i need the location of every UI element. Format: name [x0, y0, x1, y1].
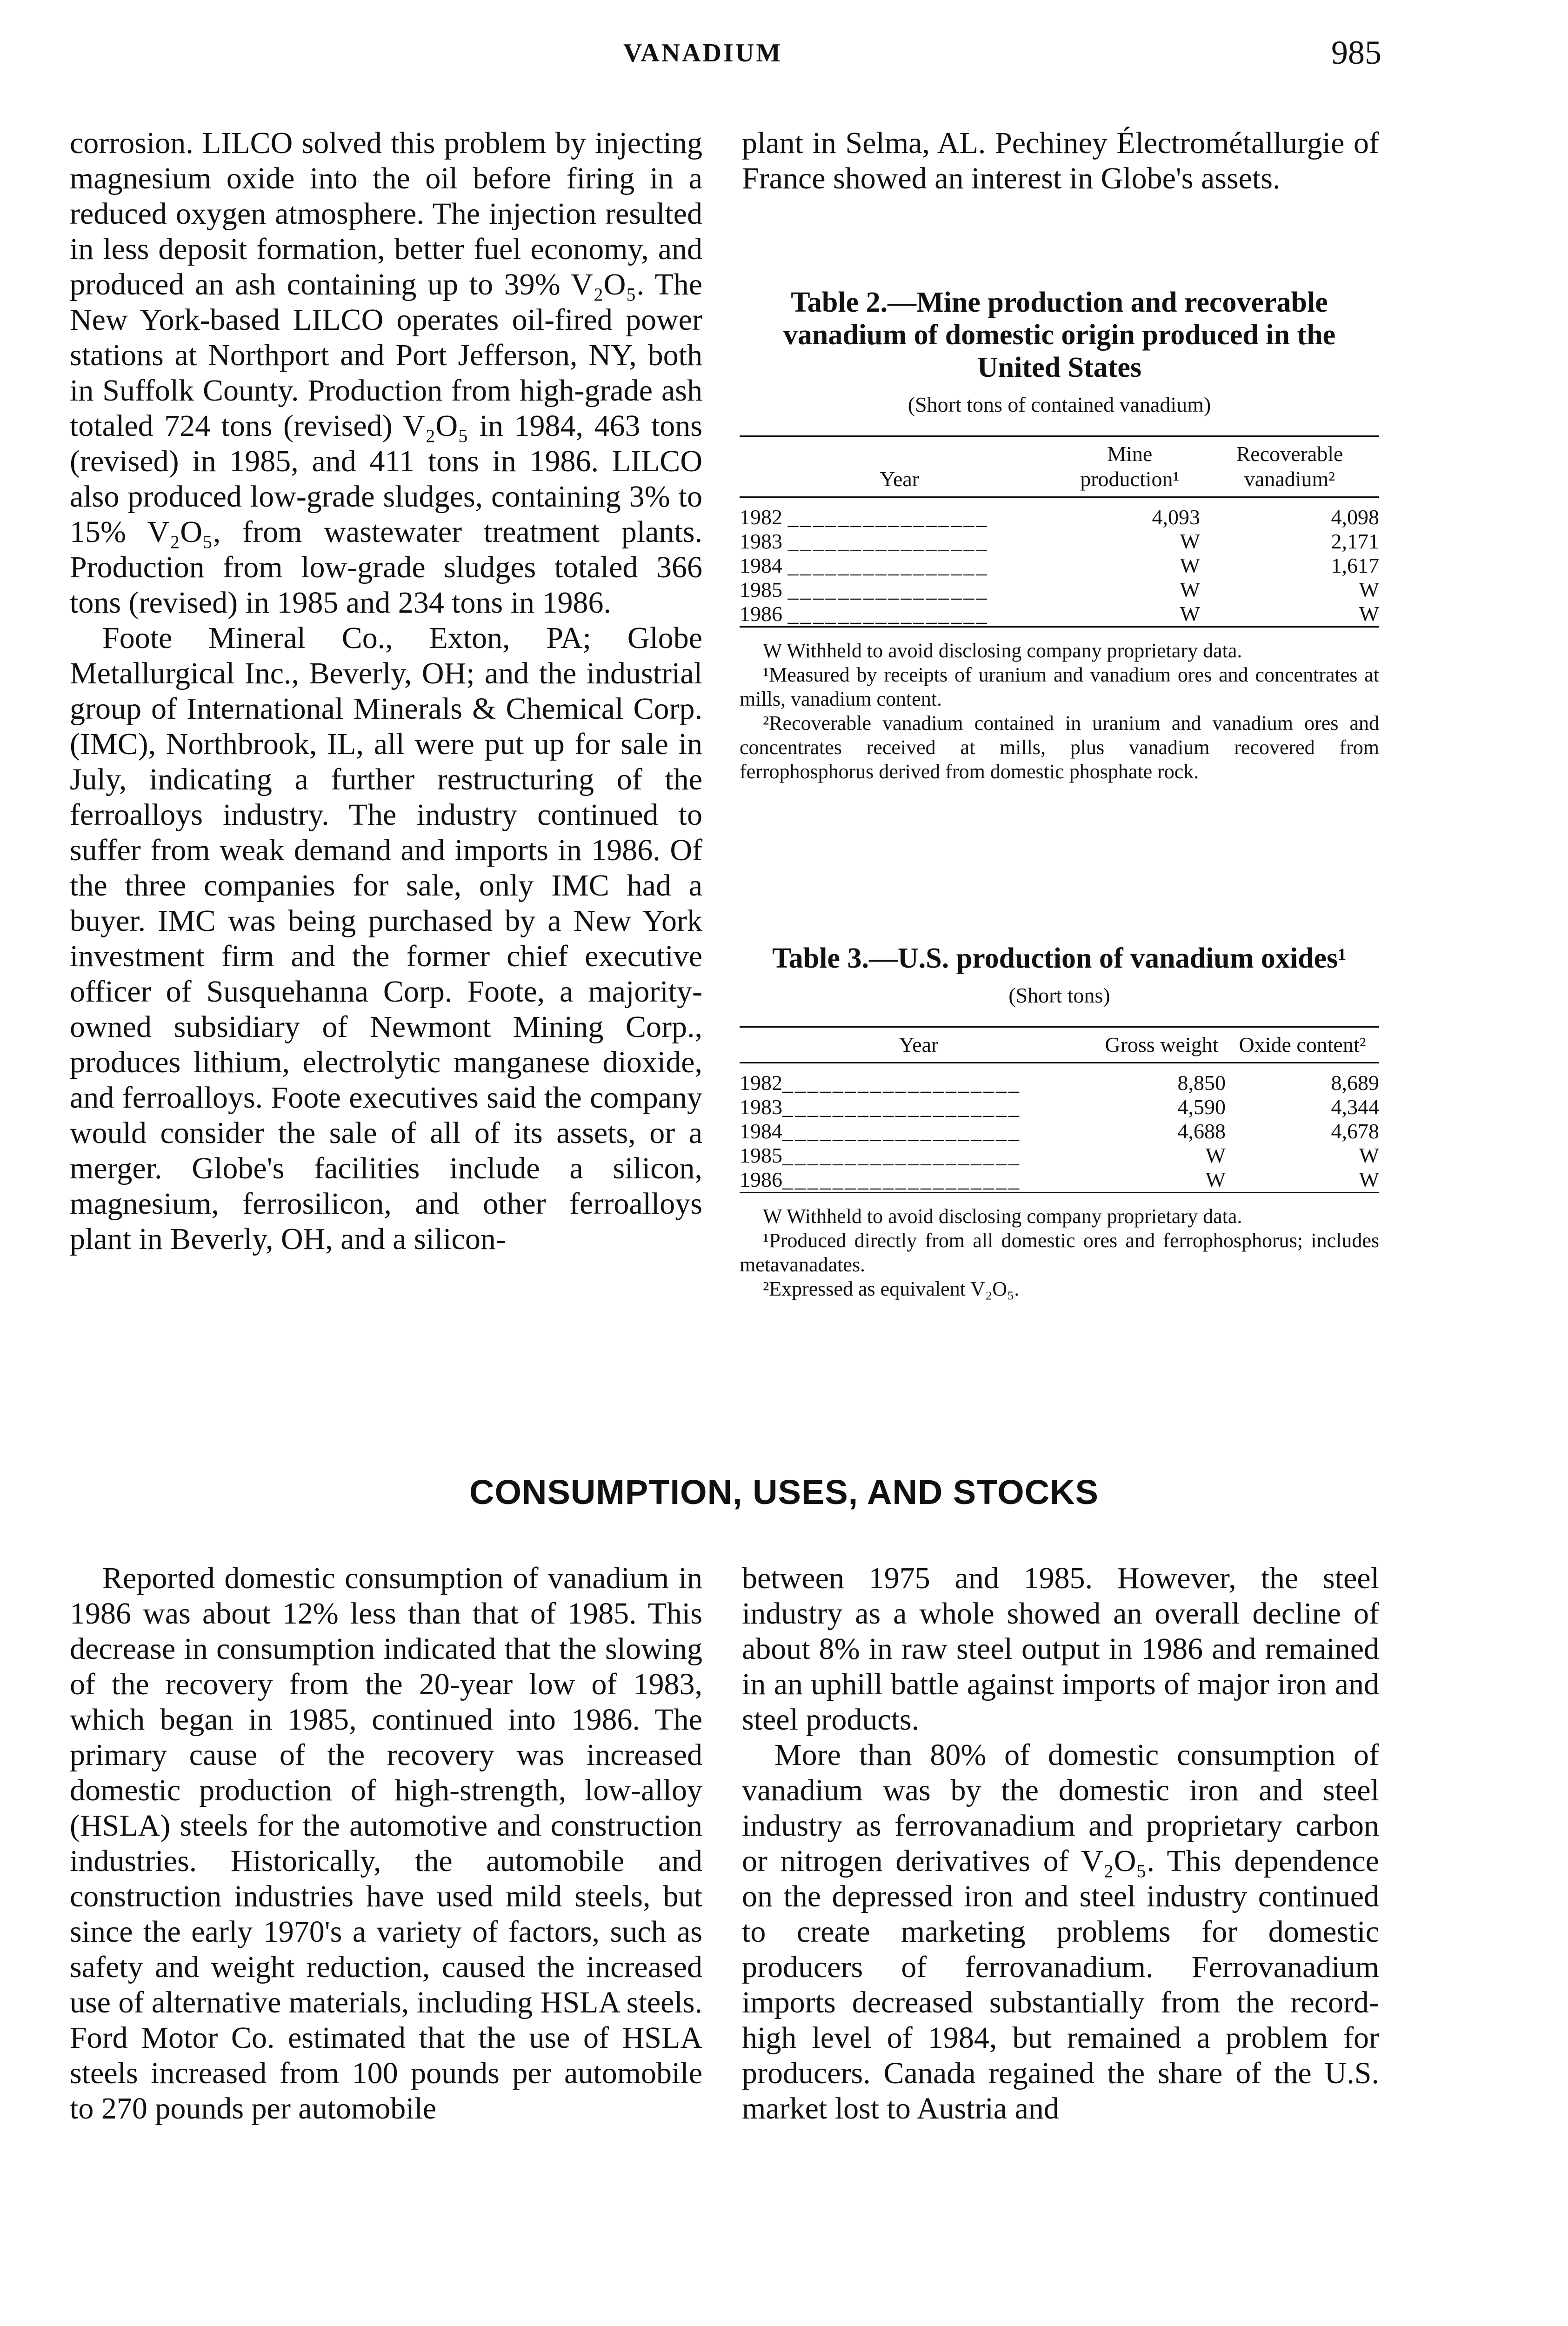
- column-header-gross-weight: Gross weight: [1105, 1033, 1219, 1056]
- running-header-title: VANADIUM: [623, 39, 783, 67]
- paragraph: corrosion. LILCO solved this problem by injecting magnesium oxide into the oil before firing in a reduced oxygen atmosphere. The injection resulted in less deposit formation, better fuel economy, and produced an ash containing up to 39% V₂O₅. The New York-based LILCO operates oil-fired power stations at Northport and Port Jefferson, NY, both in Suffolk County. Production from high-grade ash totaled 724 tons (revised) V₂O₅ in 1984, 463 tons (revised) in 1985, and 411 tons in 1986. LILCO also produced low-grade sludges, containing 3% to 15% V₂O₅, from wastewater treatment plants. Production from low-grade sludges totaled 366 tons (revised) in 1985 and 234 tons in 1986.: [70, 126, 702, 620]
- oxide-cell: W: [1359, 1143, 1379, 1167]
- table-3-title: Table 3.—U.S. production of vanadium oxides¹: [772, 942, 1347, 974]
- table-2-subtitle: (Short tons of contained vanadium): [907, 393, 1211, 416]
- table-3: [740, 942, 1379, 1301]
- table-note: W Withheld to avoid disclosing company proprietary data.: [763, 639, 1242, 662]
- year-cell: 1984: [740, 1119, 782, 1143]
- mine-cell: W: [1180, 529, 1200, 553]
- paragraph: Foote Mineral Co., Exton, PA; Globe Metallurgical Inc., Beverly, OH; and the industrial group of International Minerals & Chemical Corp. (IMC), Northbrook, IL, all were put up for sale in July, indicating a further restructuring of the ferroalloys industry. The industry continued to suffer from weak demand and imports in 1986. Of the three companies for sale, only IMC had a buyer. IMC was being purchased by a New York investment firm and the former chief executive officer of Susquehanna Corp. Foote, a majority-owned subsidiary of Newmont Mining Corp., produces lithium, electrolytic manganese dioxide, and ferroalloys. Foote executives said the company would consider the sale of all of its assets, or a merger. Globe's facilities include a silicon, magnesium, ferrosilicon, and other ferroalloys plant in Beverly, OH, and a silicon-: [70, 621, 702, 1256]
- year-cell: 1984: [740, 554, 782, 577]
- page-number: 985: [1331, 34, 1381, 71]
- recoverable-cell: 1,617: [1331, 554, 1379, 577]
- right-column-top: [742, 126, 1379, 196]
- column-header-oxide-content: Oxide content²: [1239, 1033, 1366, 1056]
- gross-cell: 4,590: [1177, 1095, 1226, 1119]
- year-cell: 1983: [740, 1095, 782, 1119]
- year-cell: 1986: [740, 602, 782, 626]
- mine-cell: W: [1180, 554, 1200, 577]
- table-row: 1984 ________________ W 1,617: [740, 554, 1379, 577]
- table-row: 1986___________________ W W: [740, 1168, 1379, 1193]
- table-note: ¹Produced directly from all domestic ores and ferrophosphorus; includes metavanadates.: [740, 1229, 1379, 1276]
- paragraph: Reported domestic consumption of vanadium in 1986 was about 12% less than that of 1985. This decrease in consumption indicated that the slowing of the recovery from the 20-year low of 1983, which began in 1985, continued into 1986. The primary cause of the recovery was increased domestic production of high-strength, low-alloy (HSLA) steels for the automotive and construction industries. Historically, the automobile and construction industries have used mild steels, but since the early 1970's a variety of factors, such as safety and weight reduction, caused the increased use of alternative materials, including HSLA steels. Ford Motor Co. estimated that the use of HSLA steels increased from 100 pounds per automobile to 270 pounds per automobile: [70, 1561, 702, 2125]
- recoverable-cell: W: [1359, 578, 1379, 602]
- table-row: [740, 497, 1379, 506]
- table-note: W Withheld to avoid disclosing company proprietary data.: [763, 1205, 1242, 1228]
- column-header-recoverable-vanadium: Recoverable vanadium²: [1236, 442, 1343, 491]
- table-2-notes: [740, 639, 1379, 784]
- table-note: ¹Measured by receipts of uranium and vanadium ores and concentrates at mills, vanadium content.: [740, 663, 1379, 710]
- right-column-bottom: [742, 1561, 1379, 2126]
- year-cell: 1985: [740, 1143, 782, 1167]
- table-row: 1985___________________ W W: [740, 1143, 1379, 1167]
- paragraph: plant in Selma, AL. Pechiney Électrométallurgie of France showed an interest in Globe's assets.: [742, 126, 1379, 195]
- table-row: 1983 ________________ W 2,171: [740, 529, 1379, 553]
- recoverable-cell: 4,098: [1331, 505, 1379, 529]
- table-row: 1983___________________ 4,590 4,344: [740, 1095, 1379, 1119]
- table-note: ²Recoverable vanadium contained in uranium and vanadium ores and concentrates received at mills, plus vanadium recovered from ferrophosphorus derived from domestic phosphate rock.: [740, 712, 1379, 783]
- table-note: ²Expressed as equivalent V₂O₅.: [763, 1277, 1020, 1300]
- table-3-subtitle: (Short tons): [1008, 983, 1110, 1007]
- table-bottom-rule: [740, 627, 1379, 639]
- table-2-grid: [740, 435, 1379, 639]
- left-column-top: [70, 126, 702, 1257]
- paragraph: More than 80% of domestic consumption of vanadium was by the domestic iron and steel industry as ferrovanadium and proprietary carbon or nitrogen derivatives of V₂O₅. This dependence on the depressed iron and steel industry continued to create marketing problems for domestic producers of ferrovanadium. Ferrovanadium imports decreased substantially from the record-high level of 1984, but remained a problem for producers. Canada regained the share of the U.S. market lost to Austria and: [742, 1738, 1379, 2125]
- year-cell: 1982: [740, 1071, 782, 1095]
- recoverable-cell: 2,171: [1331, 529, 1379, 553]
- gross-cell: 8,850: [1177, 1071, 1226, 1095]
- recoverable-cell: W: [1359, 602, 1379, 626]
- oxide-cell: W: [1359, 1168, 1379, 1191]
- table-header-row: [740, 1027, 1379, 1063]
- column-header-year: Year: [880, 467, 920, 491]
- year-cell: 1983: [740, 529, 782, 553]
- oxide-cell: 4,678: [1331, 1119, 1379, 1143]
- table-row: 1982___________________ 8,850 8,689: [740, 1071, 1379, 1095]
- year-cell: 1986: [740, 1168, 782, 1191]
- table-row: 1985 ________________ W W: [740, 578, 1379, 602]
- column-header-year: Year: [899, 1033, 939, 1056]
- paragraph: between 1975 and 1985. However, the steel industry as a whole showed an overall decline of about 8% in raw steel output in 1986 and remained in an uphill battle against imports of major iron and steel products.: [742, 1561, 1379, 1737]
- left-column-bottom: [70, 1561, 702, 2126]
- table-bottom-rule: [740, 1193, 1379, 1205]
- mine-cell: W: [1180, 578, 1200, 602]
- gross-cell: 4,688: [1177, 1119, 1226, 1143]
- table-row: 1984___________________ 4,688 4,678: [740, 1119, 1379, 1143]
- year-cell: 1985: [740, 578, 782, 602]
- table-row: 1986 ________________ W W: [740, 602, 1379, 627]
- table-header-row: [740, 436, 1379, 497]
- column-header-mine-production: Mine production¹: [1080, 442, 1180, 491]
- mine-cell: 4,093: [1152, 505, 1200, 529]
- year-cell: 1982: [740, 505, 782, 529]
- oxide-cell: 8,689: [1331, 1071, 1379, 1095]
- mine-cell: W: [1180, 602, 1200, 626]
- table-2: [740, 286, 1379, 784]
- gross-cell: W: [1205, 1168, 1226, 1191]
- oxide-cell: 4,344: [1331, 1095, 1379, 1119]
- table-3-grid: [740, 1026, 1379, 1204]
- table-3-notes: [740, 1204, 1379, 1301]
- table-2-title: Table 2.—Mine production and recoverable vanadium of domestic origin produced in the United States: [783, 287, 1336, 383]
- gross-cell: W: [1205, 1143, 1226, 1167]
- table-row: 1982 ________________ 4,093 4,098: [740, 505, 1379, 529]
- table-row: [740, 1063, 1379, 1071]
- section-heading: CONSUMPTION, USES, AND STOCKS: [469, 1473, 1099, 1511]
